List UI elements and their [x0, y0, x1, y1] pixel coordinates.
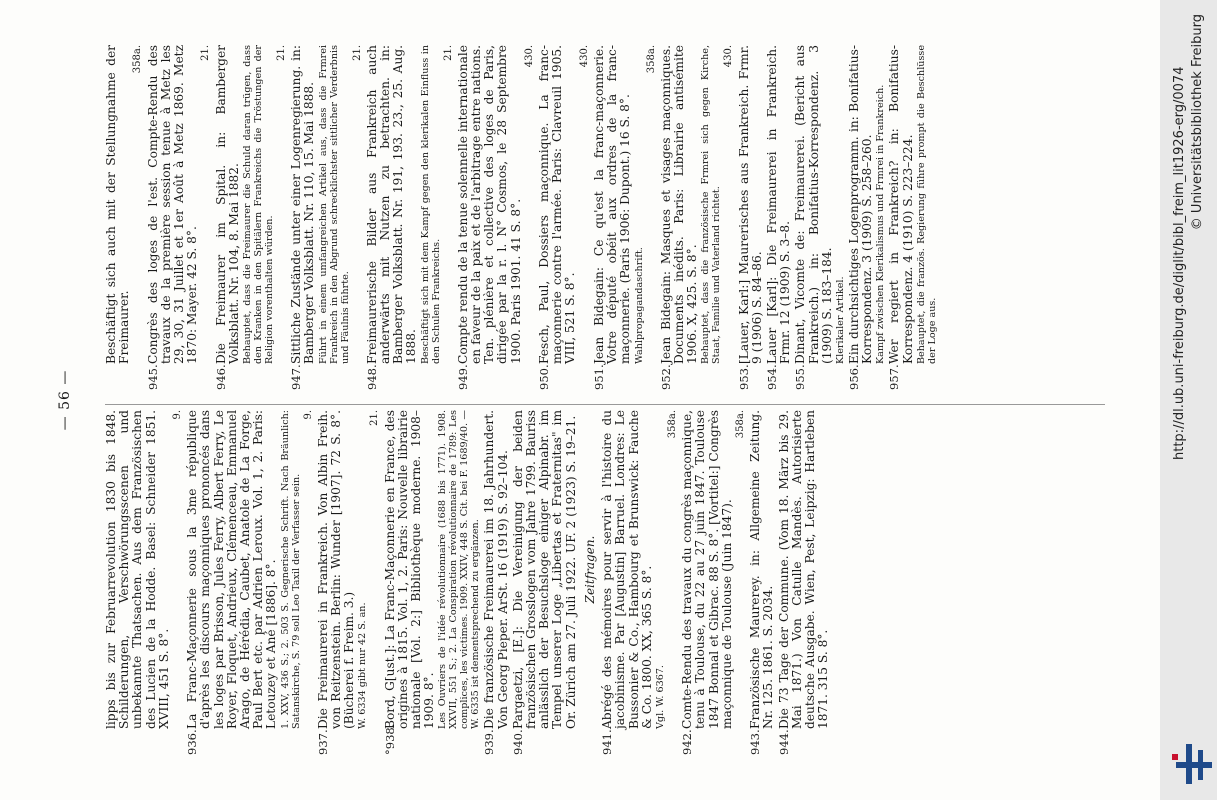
- bibliography-entry: [366, 45, 455, 390]
- entry-number: 939.: [482, 729, 497, 755]
- entry-note: Führt in einem umfangreichen Artikel aus, dass die Frmrei Frankreich in den Abgrund schrecklichster sittlicher Verderbnis und Fäulnis führte.: [317, 45, 351, 364]
- entry-text: Wer regiert in Frankreich? in: Bonifatius-Korrespondenz. 4 (1910) S. 223–224.: [887, 45, 915, 364]
- entry-text: Freimaurerische Bilder aus Frankreich auch anderwärts mit Nutzen zu betrachten. in: Bamberger Volksblatt. Nr. 191, 193. 23., 25. Aug. 1888.: [364, 45, 419, 364]
- bibliography-entry: [848, 45, 886, 390]
- entry-text: Ein durchsichtiges Logenprogramm. in: Bonifatius-Korrespondenz. 3 (1909) S. 258–260.: [846, 45, 875, 364]
- shelf-mark: 430.: [723, 45, 735, 68]
- entry-text: Dinant, Vicomte de: Freimaurerei. (Bericht aus Frankreich.) in: Bonifatius-Korrespondenz. 3 (1909) S. 183–184.: [793, 45, 834, 364]
- entry-number: 943.: [748, 729, 763, 755]
- university-logo-icon: [1168, 740, 1212, 788]
- entry-text: Bord, G[ust.]: La Franc-Maçonnerie en France, des origines à 1815. Vol. 1, 2. Paris: Nouvelle librairie nationale [Vol. 2:] Bibliothèque moderne. 1908–1909. 8°.: [382, 410, 437, 729]
- entry-text: Lauer [Karl]: Die Freimaurerei in Frankreich. Frmr. 12 (1909) S. 3–8.: [764, 45, 793, 364]
- entry-text: Fesch, Paul, Dossiers maçonnique. La franc-maçonnerie contre l'armée. Paris: Clavreuil 1905. VIII, 521 S. 8°.: [537, 45, 578, 364]
- entry-note: 1. XXV, 436 S.; 2. 503 S. Gegnerische Schrift. Nach Bräunlich: Satanskirche, S. 79 soll Leo Taxil der Verfasser sein.: [279, 410, 302, 729]
- shelf-mark: 430.: [523, 45, 535, 68]
- entry-number: °938.: [382, 723, 397, 755]
- column-divider: [105, 404, 1105, 405]
- bibliography-entry: [794, 45, 846, 390]
- entry-note: Beschäftigt sich mit dem Kampf gegen den klerikalen Einfluss in den Schulen Frankreichs.: [419, 45, 442, 364]
- bibliography-entry: [601, 410, 679, 755]
- entry-text: [Lauer, Karl:] Maurerisches aus Frankreich. Frmr. 9 (1906) S. 84–86.: [736, 45, 764, 364]
- bibliography-entry: [681, 410, 747, 755]
- left-column: [105, 410, 832, 755]
- source-url-link[interactable]: http://dl.ub.uni-freiburg.de/diglit/bibl_freim_lit1926-erg/0074: [1172, 66, 1187, 460]
- section-heading: Zeitfragen.: [582, 535, 597, 604]
- bibliography-entry: [660, 45, 736, 390]
- entry-number: 942.: [680, 729, 695, 755]
- entry-note: Kampf zwischen Klerikalismus und Frmrei in Frankreich.: [875, 84, 887, 364]
- entry-text: Comte-Rendu des travaux du congrès maçonnique, tenu à Toulouse, du 22 au 27 juin 1847. Toulouse 1847 Bonnal et Gibrac. 88 S. 8°. [Vortitel:] Congrès maçonnique de Toulouse (Juin 1847).: [680, 410, 734, 729]
- sidebar-text: [1170, 10, 1210, 790]
- entry-number: 936.: [185, 729, 200, 755]
- page-number: — 56 —: [57, 369, 73, 431]
- entry-text: Französische Maurerey. in: Allgemeine Zeitung. Nr. 125. 1861. S. 2034.: [748, 410, 776, 729]
- rotated-page-content: [45, 35, 1125, 765]
- shelf-mark: 21.: [200, 45, 212, 61]
- bibliography-entry: [105, 410, 184, 755]
- entry-note: Wahlpropagandaschrift.: [633, 247, 645, 364]
- entry-number: 946.: [213, 364, 228, 390]
- entry-text: La Franc-Maçonnerie sous la 3me république d'après les discours maçonniques prononcés dans les loges par Brisson, Jules Ferry, Albert Ferry, Le Royer, Floquet, Andrieux, Clémenceau, Emmanuel Arago, de Hérédia, Caubet, Anatole de La Forge, Paul Bert etc. par Adrien Leroux. Vol. 1, 2. Paris: Letouzey et Ané [1886]. 8°.: [185, 410, 279, 729]
- bibliography-entry: [778, 410, 831, 755]
- bibliography-entry: [888, 45, 937, 390]
- bibliography-entry: [457, 45, 536, 390]
- bibliography-entry: [538, 45, 591, 390]
- entry-text: Beschäftigt sich auch mit der Stellungnahme der Freimaurer.: [104, 45, 132, 364]
- shelf-mark: 9.: [172, 410, 184, 420]
- entry-text: Jean Bidegain: Ce qu'est la franc-maçonnerie. Votre député obéit aux ordres de la franc-maçonnerie. (Paris 1906: Dupont.) 16 S. 8°.: [591, 45, 633, 364]
- entry-number: 947.: [289, 364, 304, 390]
- entry-note: Behauptet, dass die französische Frmrei sich gegen Kirche, Staat, Familie und Vaterland richtet.: [700, 45, 723, 364]
- shelf-mark: 21.: [369, 410, 381, 426]
- shelf-mark: 358a.: [645, 45, 657, 74]
- entry-text: Die französische Freimaurerei im 18. Jahrhundert. Von Georg Pieper. ArSt. 16 (1919) S. 92–104.: [482, 410, 510, 729]
- entry-text: Abrégé des mémoires pour servir à l'histoire du jacobinisme. Par [Augustin] Barruel. Londres: Le Bussonier & Co., Hambourg et Brunswick: Fauche & Co. 1800. XX, 365 S. 8°.: [600, 410, 654, 729]
- entry-text: Jean Bidegain: Masques et visages maçonniques. Documents inédits. Paris: Librairie antisémite 1906. X, 425. S. 8°.: [658, 45, 700, 364]
- bibliography-entry: [749, 410, 775, 755]
- copyright-text: © Universitätsbibliothek Freiburg: [1190, 14, 1205, 231]
- entry-text: Compte rendu de la tenue solennelle internationale en faveur de la paix et de l'arbitrage entre nations. Ten. plénière et collective des loges de Paris, dirigée par la r. l. N° Cosmos, le 28 Septembre 1900. Paris 1901. 41 S. 8°.: [455, 45, 523, 364]
- shelf-mark: 21.: [442, 45, 454, 61]
- entry-number: 950.: [537, 364, 552, 390]
- entry-text: Die Freimaurerei in Frankreich. Von Albin Freih. von Reitzenstein. Berlin: Wunder [1907]. 72 S. 8°. (Bücherei f. Freim. 3.): [315, 410, 357, 729]
- shelf-mark: 21.: [351, 45, 363, 61]
- entry-note: Les Ouvriers de l'idée révolutionnaire (1688 bis 1771). 1908. XXVII, 551 S.; 2. La Conspiration révolutionnaire de 1789: Les complices, les victimes. 1909. XXIV, 448 S. Cit. bei F. 1689/40. — W. 6335 ist dementsprechend zu ergänzen.: [437, 410, 482, 729]
- entry-number: 956.: [846, 364, 861, 390]
- bibliography-entry: [317, 410, 382, 755]
- library-sidebar: [1160, 0, 1217, 800]
- bibliography-entry: [105, 45, 145, 390]
- bibliography-entry: [766, 45, 792, 390]
- bibliography-entry: [483, 410, 509, 755]
- entry-number: 944.: [776, 729, 791, 755]
- right-column: [105, 45, 940, 390]
- entry-text: Die Freimaurer im Spital. in: Bamberger Volksblatt. Nr. 104, 8. Mai 1882.: [213, 45, 241, 364]
- entry-number: 945.: [145, 364, 160, 390]
- bibliography-entry: [738, 45, 764, 390]
- entry-number: 951.: [591, 364, 606, 390]
- shelf-mark: 358a.: [666, 410, 678, 439]
- entry-text: Congrès des loges de l'est. Compte-Rendu des travaux de la première session tenue à Metz les 29, 30, 31 Juillet et 1er Août à Metz 1869. Metz 1870: Mayer. 42 S. 8°.: [145, 45, 200, 364]
- entry-note: Vgl. W. 6367.: [654, 665, 666, 729]
- entry-number: 953.: [736, 364, 751, 390]
- entry-number: 948.: [364, 364, 379, 390]
- shelf-mark: 430.: [578, 45, 590, 68]
- bibliography-entry: [384, 410, 482, 755]
- entry-number: 940.: [510, 729, 525, 755]
- entry-note: W. 6334 gibt nur 42 S. an.: [357, 602, 369, 729]
- shelf-mark: 21.: [276, 45, 288, 61]
- bibliography-entry: [512, 410, 578, 755]
- entry-number: 952.: [658, 364, 673, 390]
- entry-text: lipps bis zur Februarrevolution 1830 bis 1848. Schilderungen, Verschwörungsscenen und unbekannte Thatsachen. Aus dem Französischen des Lucien de la Hodde. Basel: Schneider 1851. XVIII, 451 S. 8°.: [104, 410, 171, 729]
- entry-number: 955.: [793, 364, 808, 390]
- entry-note: Behauptet, die französ. Regierung führe prompt die Beschlüsse der Loge aus.: [915, 45, 938, 364]
- shelf-mark: 358a.: [132, 45, 144, 74]
- bibliography-entry: [593, 45, 658, 390]
- entry-number: 957.: [887, 364, 902, 390]
- shelf-mark: 9.: [302, 410, 314, 420]
- entry-number: 937.: [315, 729, 330, 755]
- bibliography-entry: [147, 45, 213, 390]
- bibliography-entry: [186, 410, 315, 755]
- entry-number: 954.: [764, 364, 779, 390]
- entry-text: Pargaetzi, [E.]: Die Vereinigung der beiden französischen Grosslogen vom Jahre 1799. Bauriss anlässlich der Besuchsloge einiger Alpinabr. im Tempel unserer Loge „Libertas et Fraternitas" im Or. Zürich am 27. Juli 1922. UF. 2 (1923) S. 19–21.: [510, 410, 578, 729]
- entry-number: 941.: [600, 729, 615, 755]
- shelf-mark: 358a.: [734, 410, 746, 439]
- entry-number: 949.: [455, 364, 470, 390]
- entry-note: Behauptet, dass die Freimaurer die Schuld daran trügen, dass den Kranken in den Spitälern Frankreichs die Tröstungen der Religion vorenthalten würden.: [242, 45, 276, 364]
- entry-note: Klerikaler Artikel.: [834, 276, 846, 364]
- bibliography-entry: [290, 45, 364, 390]
- entry-text: Die 73 Tage der Commune. (Vom 18. März bis 29. Mai 1871.) Von Catulle Mandès. Autorisierte deutsche Ausgabe. Wien, Pest, Leipzig: Hartleben 1871. 315 S. 8°.: [776, 410, 831, 729]
- entry-text: Sittliche Zustände unter einer Logenregierung. in: Bamberger Volksblatt. Nr. 110, 15. Mai 1888.: [289, 45, 317, 364]
- bibliography-entry: [215, 45, 289, 390]
